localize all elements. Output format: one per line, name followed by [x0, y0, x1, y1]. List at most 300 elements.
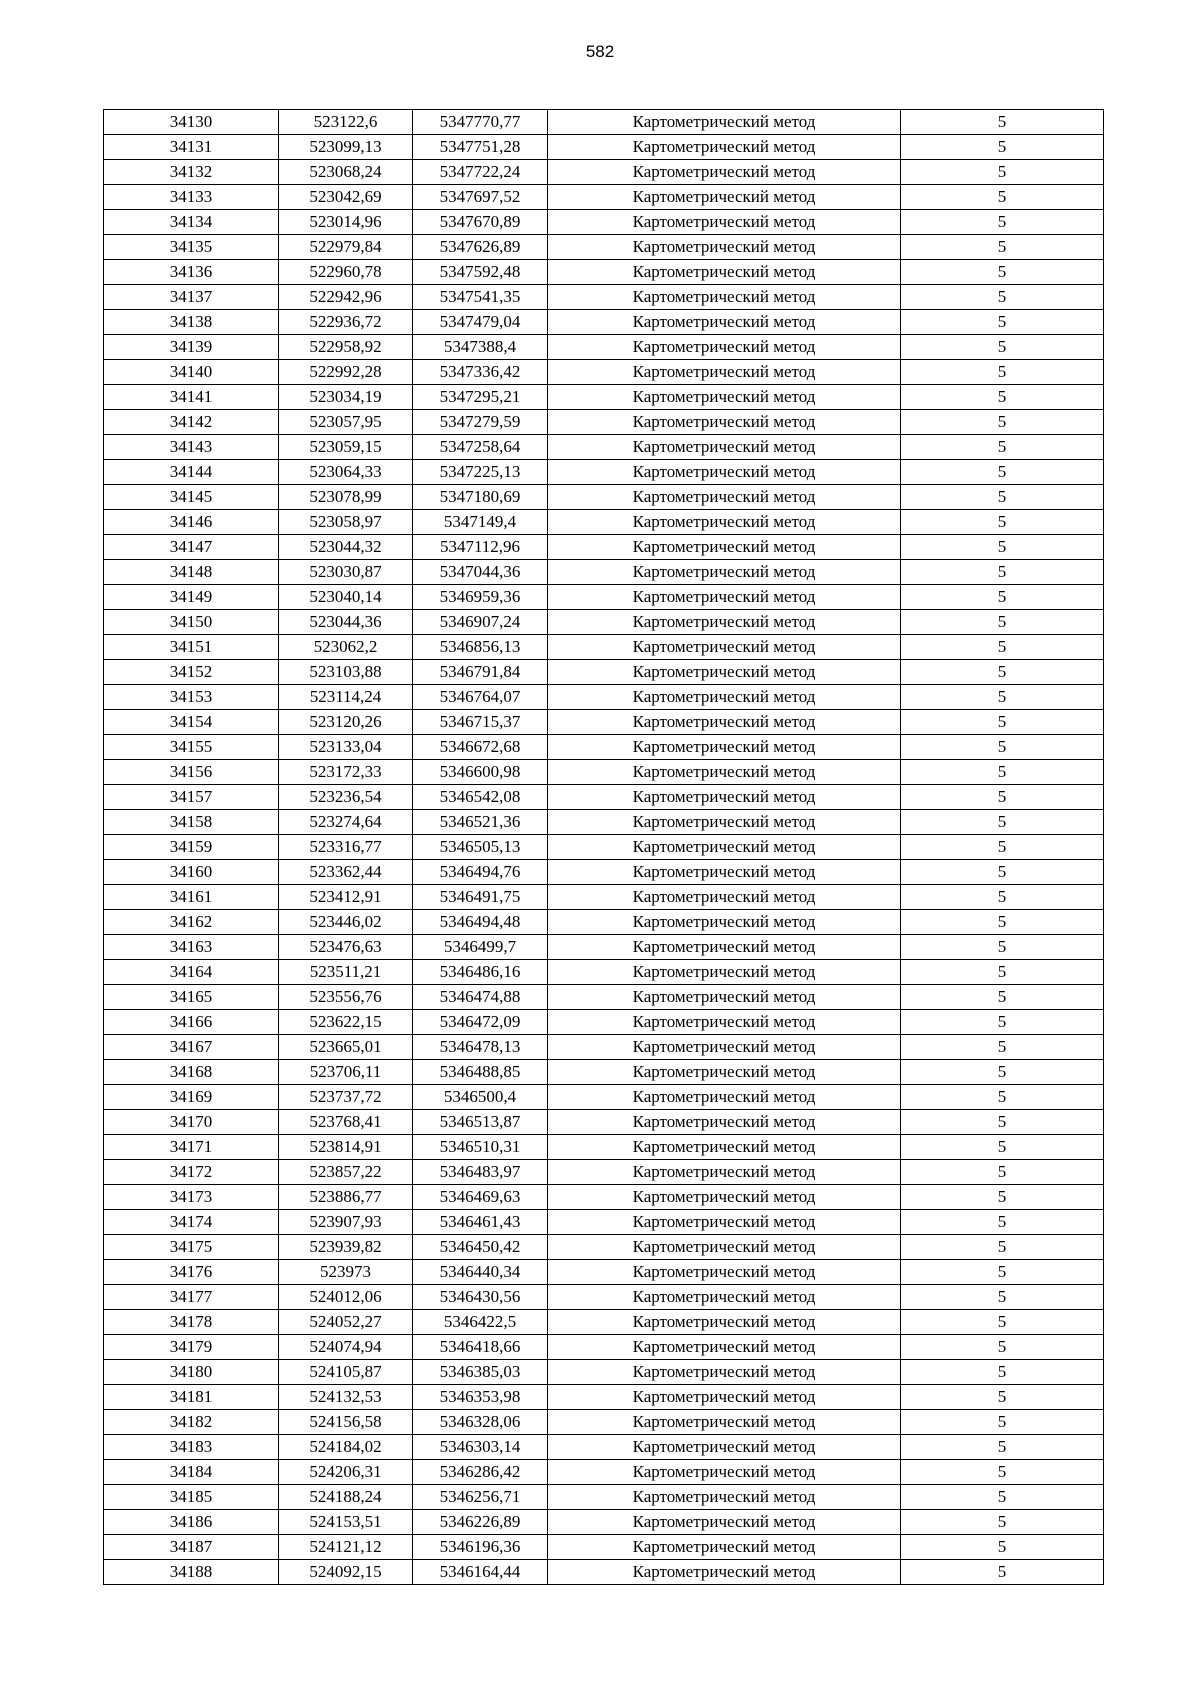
accuracy-cell: 5 [901, 485, 1104, 510]
point-number-cell: 34144 [104, 460, 279, 485]
table-row [104, 710, 1104, 735]
x-coordinate-cell: 524105,87 [279, 1360, 413, 1385]
y-coordinate-cell: 5346856,13 [413, 635, 548, 660]
point-number-cell: 34145 [104, 485, 279, 510]
y-coordinate-cell: 5346303,14 [413, 1435, 548, 1460]
x-coordinate-cell: 523062,2 [279, 635, 413, 660]
method-cell: Картометрический метод [548, 1210, 901, 1235]
table-row [104, 760, 1104, 785]
y-coordinate-cell: 5346491,75 [413, 885, 548, 910]
point-number-cell: 34178 [104, 1310, 279, 1335]
table-row [104, 1560, 1104, 1585]
point-number-cell: 34147 [104, 535, 279, 560]
y-coordinate-cell: 5346959,36 [413, 585, 548, 610]
table-row [104, 885, 1104, 910]
x-coordinate-cell: 524074,94 [279, 1335, 413, 1360]
y-coordinate-cell: 5346440,34 [413, 1260, 548, 1285]
accuracy-cell: 5 [901, 735, 1104, 760]
x-coordinate-cell: 522942,96 [279, 285, 413, 310]
accuracy-cell: 5 [901, 1535, 1104, 1560]
accuracy-cell: 5 [901, 1260, 1104, 1285]
point-number-cell: 34183 [104, 1435, 279, 1460]
point-number-cell: 34143 [104, 435, 279, 460]
table-row [104, 1460, 1104, 1485]
y-coordinate-cell: 5346600,98 [413, 760, 548, 785]
method-cell: Картометрический метод [548, 760, 901, 785]
table-row [104, 1160, 1104, 1185]
table-row [104, 435, 1104, 460]
table-row [104, 785, 1104, 810]
accuracy-cell: 5 [901, 910, 1104, 935]
point-number-cell: 34136 [104, 260, 279, 285]
x-coordinate-cell: 523665,01 [279, 1035, 413, 1060]
method-cell: Картометрический метод [548, 985, 901, 1010]
x-coordinate-cell: 523622,15 [279, 1010, 413, 1035]
y-coordinate-cell: 5346328,06 [413, 1410, 548, 1435]
y-coordinate-cell: 5346226,89 [413, 1510, 548, 1535]
accuracy-cell: 5 [901, 960, 1104, 985]
y-coordinate-cell: 5346472,09 [413, 1010, 548, 1035]
point-number-cell: 34167 [104, 1035, 279, 1060]
x-coordinate-cell: 523042,69 [279, 185, 413, 210]
table-row [104, 410, 1104, 435]
x-coordinate-cell: 522992,28 [279, 360, 413, 385]
method-cell: Картометрический метод [548, 485, 901, 510]
y-coordinate-cell: 5346764,07 [413, 685, 548, 710]
y-coordinate-cell: 5347044,36 [413, 560, 548, 585]
method-cell: Картометрический метод [548, 310, 901, 335]
x-coordinate-cell: 523099,13 [279, 135, 413, 160]
accuracy-cell: 5 [901, 610, 1104, 635]
x-coordinate-cell: 523103,88 [279, 660, 413, 685]
table-row [104, 1435, 1104, 1460]
table-row [104, 960, 1104, 985]
accuracy-cell: 5 [901, 1360, 1104, 1385]
y-coordinate-cell: 5346521,36 [413, 810, 548, 835]
method-cell: Картометрический метод [548, 1485, 901, 1510]
coordinates-table [103, 109, 1104, 1585]
accuracy-cell: 5 [901, 935, 1104, 960]
accuracy-cell: 5 [901, 510, 1104, 535]
accuracy-cell: 5 [901, 1085, 1104, 1110]
table-row [104, 1110, 1104, 1135]
method-cell: Картометрический метод [548, 885, 901, 910]
y-coordinate-cell: 5346672,68 [413, 735, 548, 760]
y-coordinate-cell: 5347279,59 [413, 410, 548, 435]
y-coordinate-cell: 5346486,16 [413, 960, 548, 985]
accuracy-cell: 5 [901, 260, 1104, 285]
x-coordinate-cell: 523236,54 [279, 785, 413, 810]
method-cell: Картометрический метод [548, 235, 901, 260]
y-coordinate-cell: 5347697,52 [413, 185, 548, 210]
method-cell: Картометрический метод [548, 1310, 901, 1335]
accuracy-cell: 5 [901, 1135, 1104, 1160]
x-coordinate-cell: 524012,06 [279, 1285, 413, 1310]
accuracy-cell: 5 [901, 135, 1104, 160]
method-cell: Картометрический метод [548, 960, 901, 985]
accuracy-cell: 5 [901, 1110, 1104, 1135]
method-cell: Картометрический метод [548, 460, 901, 485]
y-coordinate-cell: 5346422,5 [413, 1310, 548, 1335]
method-cell: Картометрический метод [548, 1560, 901, 1585]
x-coordinate-cell: 523907,93 [279, 1210, 413, 1235]
table-row [104, 1185, 1104, 1210]
point-number-cell: 34138 [104, 310, 279, 335]
table-row [104, 1210, 1104, 1235]
x-coordinate-cell: 524121,12 [279, 1535, 413, 1560]
y-coordinate-cell: 5347751,28 [413, 135, 548, 160]
x-coordinate-cell: 523133,04 [279, 735, 413, 760]
x-coordinate-cell: 523973 [279, 1260, 413, 1285]
point-number-cell: 34184 [104, 1460, 279, 1485]
point-number-cell: 34160 [104, 860, 279, 885]
table-row [104, 185, 1104, 210]
point-number-cell: 34172 [104, 1160, 279, 1185]
point-number-cell: 34156 [104, 760, 279, 785]
table-row [104, 160, 1104, 185]
point-number-cell: 34135 [104, 235, 279, 260]
accuracy-cell: 5 [901, 760, 1104, 785]
table-row [104, 660, 1104, 685]
y-coordinate-cell: 5347670,89 [413, 210, 548, 235]
point-number-cell: 34173 [104, 1185, 279, 1210]
point-number-cell: 34139 [104, 335, 279, 360]
accuracy-cell: 5 [901, 810, 1104, 835]
accuracy-cell: 5 [901, 1010, 1104, 1035]
y-coordinate-cell: 5346450,42 [413, 1235, 548, 1260]
table-row [104, 310, 1104, 335]
table-row [104, 810, 1104, 835]
point-number-cell: 34165 [104, 985, 279, 1010]
accuracy-cell: 5 [901, 1210, 1104, 1235]
x-coordinate-cell: 523122,6 [279, 110, 413, 135]
x-coordinate-cell: 523446,02 [279, 910, 413, 935]
accuracy-cell: 5 [901, 285, 1104, 310]
y-coordinate-cell: 5347479,04 [413, 310, 548, 335]
table-row [104, 460, 1104, 485]
x-coordinate-cell: 522979,84 [279, 235, 413, 260]
method-cell: Картометрический метод [548, 1360, 901, 1385]
accuracy-cell: 5 [901, 1185, 1104, 1210]
table-row [104, 1285, 1104, 1310]
table-row [104, 360, 1104, 385]
table-row [104, 1310, 1104, 1335]
table-row [104, 985, 1104, 1010]
accuracy-cell: 5 [901, 1235, 1104, 1260]
x-coordinate-cell: 523044,36 [279, 610, 413, 635]
y-coordinate-cell: 5346791,84 [413, 660, 548, 685]
table-row [104, 935, 1104, 960]
point-number-cell: 34177 [104, 1285, 279, 1310]
x-coordinate-cell: 523057,95 [279, 410, 413, 435]
point-number-cell: 34130 [104, 110, 279, 135]
x-coordinate-cell: 524132,53 [279, 1385, 413, 1410]
x-coordinate-cell: 523078,99 [279, 485, 413, 510]
x-coordinate-cell: 523814,91 [279, 1135, 413, 1160]
x-coordinate-cell: 523040,14 [279, 585, 413, 610]
point-number-cell: 34179 [104, 1335, 279, 1360]
accuracy-cell: 5 [901, 360, 1104, 385]
accuracy-cell: 5 [901, 785, 1104, 810]
method-cell: Картометрический метод [548, 410, 901, 435]
x-coordinate-cell: 524156,58 [279, 1410, 413, 1435]
method-cell: Картометрический метод [548, 135, 901, 160]
x-coordinate-cell: 523030,87 [279, 560, 413, 585]
method-cell: Картометрический метод [548, 710, 901, 735]
method-cell: Картометрический метод [548, 160, 901, 185]
method-cell: Картометрический метод [548, 360, 901, 385]
table-row [104, 1035, 1104, 1060]
table-row [104, 1260, 1104, 1285]
accuracy-cell: 5 [901, 335, 1104, 360]
table-row [104, 385, 1104, 410]
table-row [104, 110, 1104, 135]
accuracy-cell: 5 [901, 1335, 1104, 1360]
accuracy-cell: 5 [901, 535, 1104, 560]
method-cell: Картометрический метод [548, 510, 901, 535]
table-row [104, 1010, 1104, 1035]
accuracy-cell: 5 [901, 685, 1104, 710]
table-row [104, 1360, 1104, 1385]
point-number-cell: 34162 [104, 910, 279, 935]
method-cell: Картометрический метод [548, 685, 901, 710]
accuracy-cell: 5 [901, 460, 1104, 485]
y-coordinate-cell: 5347626,89 [413, 235, 548, 260]
point-number-cell: 34161 [104, 885, 279, 910]
method-cell: Картометрический метод [548, 385, 901, 410]
y-coordinate-cell: 5347770,77 [413, 110, 548, 135]
point-number-cell: 34188 [104, 1560, 279, 1585]
y-coordinate-cell: 5346430,56 [413, 1285, 548, 1310]
y-coordinate-cell: 5346353,98 [413, 1385, 548, 1410]
accuracy-cell: 5 [901, 235, 1104, 260]
point-number-cell: 34153 [104, 685, 279, 710]
y-coordinate-cell: 5346286,42 [413, 1460, 548, 1485]
accuracy-cell: 5 [901, 635, 1104, 660]
point-number-cell: 34168 [104, 1060, 279, 1085]
method-cell: Картометрический метод [548, 585, 901, 610]
x-coordinate-cell: 523737,72 [279, 1085, 413, 1110]
page-number: 582 [585, 42, 615, 61]
method-cell: Картометрический метод [548, 1135, 901, 1160]
point-number-cell: 34185 [104, 1485, 279, 1510]
accuracy-cell: 5 [901, 310, 1104, 335]
y-coordinate-cell: 5346469,63 [413, 1185, 548, 1210]
method-cell: Картометрический метод [548, 860, 901, 885]
x-coordinate-cell: 524052,27 [279, 1310, 413, 1335]
accuracy-cell: 5 [901, 1560, 1104, 1585]
point-number-cell: 34157 [104, 785, 279, 810]
point-number-cell: 34133 [104, 185, 279, 210]
method-cell: Картометрический метод [548, 1035, 901, 1060]
x-coordinate-cell: 523939,82 [279, 1235, 413, 1260]
method-cell: Картометрический метод [548, 610, 901, 635]
table-row [104, 1510, 1104, 1535]
accuracy-cell: 5 [901, 1160, 1104, 1185]
method-cell: Картометрический метод [548, 1460, 901, 1485]
table-row [104, 910, 1104, 935]
accuracy-cell: 5 [901, 710, 1104, 735]
y-coordinate-cell: 5347722,24 [413, 160, 548, 185]
accuracy-cell: 5 [901, 560, 1104, 585]
table-row [104, 335, 1104, 360]
method-cell: Картометрический метод [548, 1085, 901, 1110]
x-coordinate-cell: 523114,24 [279, 685, 413, 710]
method-cell: Картометрический метод [548, 635, 901, 660]
y-coordinate-cell: 5346461,43 [413, 1210, 548, 1235]
coordinates-table-body [104, 110, 1104, 1585]
method-cell: Картометрический метод [548, 660, 901, 685]
method-cell: Картометрический метод [548, 1260, 901, 1285]
table-row [104, 135, 1104, 160]
y-coordinate-cell: 5346499,7 [413, 935, 548, 960]
accuracy-cell: 5 [901, 1435, 1104, 1460]
table-row [104, 635, 1104, 660]
table-row [104, 260, 1104, 285]
x-coordinate-cell: 523886,77 [279, 1185, 413, 1210]
table-row [104, 235, 1104, 260]
table-row [104, 585, 1104, 610]
method-cell: Картометрический метод [548, 285, 901, 310]
accuracy-cell: 5 [901, 185, 1104, 210]
point-number-cell: 34142 [104, 410, 279, 435]
y-coordinate-cell: 5346474,88 [413, 985, 548, 1010]
accuracy-cell: 5 [901, 1485, 1104, 1510]
table-row [104, 1085, 1104, 1110]
method-cell: Картометрический метод [548, 1060, 901, 1085]
point-number-cell: 34174 [104, 1210, 279, 1235]
y-coordinate-cell: 5346542,08 [413, 785, 548, 810]
accuracy-cell: 5 [901, 1035, 1104, 1060]
x-coordinate-cell: 524188,24 [279, 1485, 413, 1510]
method-cell: Картометрический метод [548, 810, 901, 835]
point-number-cell: 34186 [104, 1510, 279, 1535]
accuracy-cell: 5 [901, 435, 1104, 460]
y-coordinate-cell: 5346505,13 [413, 835, 548, 860]
y-coordinate-cell: 5347180,69 [413, 485, 548, 510]
y-coordinate-cell: 5347388,4 [413, 335, 548, 360]
point-number-cell: 34150 [104, 610, 279, 635]
method-cell: Картометрический метод [548, 910, 901, 935]
table-row [104, 1385, 1104, 1410]
x-coordinate-cell: 523511,21 [279, 960, 413, 985]
method-cell: Картометрический метод [548, 835, 901, 860]
method-cell: Картометрический метод [548, 935, 901, 960]
y-coordinate-cell: 5347149,4 [413, 510, 548, 535]
accuracy-cell: 5 [901, 1285, 1104, 1310]
table-row [104, 485, 1104, 510]
x-coordinate-cell: 523412,91 [279, 885, 413, 910]
point-number-cell: 34141 [104, 385, 279, 410]
point-number-cell: 34169 [104, 1085, 279, 1110]
method-cell: Картометрический метод [548, 560, 901, 585]
point-number-cell: 34151 [104, 635, 279, 660]
table-row [104, 1410, 1104, 1435]
y-coordinate-cell: 5346494,76 [413, 860, 548, 885]
y-coordinate-cell: 5346510,31 [413, 1135, 548, 1160]
table-row [104, 835, 1104, 860]
table-row [104, 560, 1104, 585]
table-row [104, 1335, 1104, 1360]
accuracy-cell: 5 [901, 885, 1104, 910]
method-cell: Картометрический метод [548, 185, 901, 210]
method-cell: Картометрический метод [548, 435, 901, 460]
point-number-cell: 34164 [104, 960, 279, 985]
y-coordinate-cell: 5346385,03 [413, 1360, 548, 1385]
x-coordinate-cell: 523556,76 [279, 985, 413, 1010]
x-coordinate-cell: 523768,41 [279, 1110, 413, 1135]
accuracy-cell: 5 [901, 860, 1104, 885]
method-cell: Картометрический метод [548, 1410, 901, 1435]
x-coordinate-cell: 523274,64 [279, 810, 413, 835]
x-coordinate-cell: 523034,19 [279, 385, 413, 410]
accuracy-cell: 5 [901, 110, 1104, 135]
accuracy-cell: 5 [901, 1460, 1104, 1485]
point-number-cell: 34148 [104, 560, 279, 585]
y-coordinate-cell: 5346494,48 [413, 910, 548, 935]
method-cell: Картометрический метод [548, 735, 901, 760]
x-coordinate-cell: 524184,02 [279, 1435, 413, 1460]
y-coordinate-cell: 5347225,13 [413, 460, 548, 485]
y-coordinate-cell: 5346715,37 [413, 710, 548, 735]
y-coordinate-cell: 5347295,21 [413, 385, 548, 410]
x-coordinate-cell: 523476,63 [279, 935, 413, 960]
x-coordinate-cell: 524153,51 [279, 1510, 413, 1535]
y-coordinate-cell: 5347541,35 [413, 285, 548, 310]
method-cell: Картометрический метод [548, 1185, 901, 1210]
y-coordinate-cell: 5346483,97 [413, 1160, 548, 1185]
x-coordinate-cell: 522960,78 [279, 260, 413, 285]
x-coordinate-cell: 523059,15 [279, 435, 413, 460]
table-row [104, 735, 1104, 760]
table-row [104, 285, 1104, 310]
point-number-cell: 34181 [104, 1385, 279, 1410]
accuracy-cell: 5 [901, 660, 1104, 685]
x-coordinate-cell: 523316,77 [279, 835, 413, 860]
x-coordinate-cell: 523362,44 [279, 860, 413, 885]
accuracy-cell: 5 [901, 1385, 1104, 1410]
point-number-cell: 34159 [104, 835, 279, 860]
x-coordinate-cell: 523120,26 [279, 710, 413, 735]
point-number-cell: 34152 [104, 660, 279, 685]
y-coordinate-cell: 5346500,4 [413, 1085, 548, 1110]
accuracy-cell: 5 [901, 410, 1104, 435]
y-coordinate-cell: 5347112,96 [413, 535, 548, 560]
method-cell: Картометрический метод [548, 1110, 901, 1135]
point-number-cell: 34163 [104, 935, 279, 960]
method-cell: Картометрический метод [548, 260, 901, 285]
method-cell: Картометрический метод [548, 535, 901, 560]
method-cell: Картометрический метод [548, 1010, 901, 1035]
method-cell: Картометрический метод [548, 335, 901, 360]
table-row [104, 1235, 1104, 1260]
accuracy-cell: 5 [901, 835, 1104, 860]
x-coordinate-cell: 522958,92 [279, 335, 413, 360]
accuracy-cell: 5 [901, 1060, 1104, 1085]
method-cell: Картометрический метод [548, 1160, 901, 1185]
table-row [104, 510, 1104, 535]
accuracy-cell: 5 [901, 585, 1104, 610]
method-cell: Картометрический метод [548, 1235, 901, 1260]
point-number-cell: 34158 [104, 810, 279, 835]
point-number-cell: 34187 [104, 1535, 279, 1560]
accuracy-cell: 5 [901, 985, 1104, 1010]
point-number-cell: 34134 [104, 210, 279, 235]
x-coordinate-cell: 523044,32 [279, 535, 413, 560]
y-coordinate-cell: 5346256,71 [413, 1485, 548, 1510]
x-coordinate-cell: 523857,22 [279, 1160, 413, 1185]
point-number-cell: 34182 [104, 1410, 279, 1435]
